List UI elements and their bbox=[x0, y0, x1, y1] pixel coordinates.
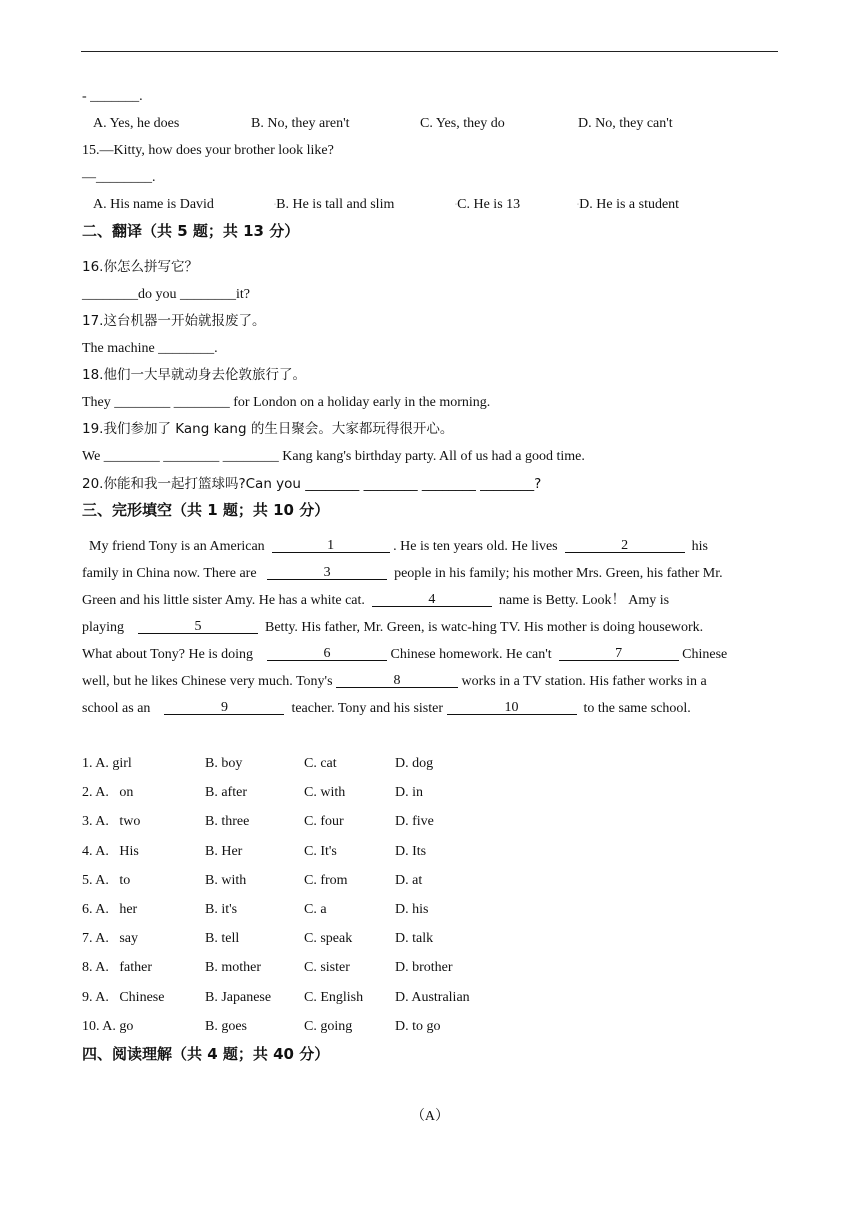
cloze-blank-10: 10 bbox=[447, 700, 577, 715]
choice-1-c: C. cat bbox=[304, 756, 337, 771]
choice-8-c: C. sister bbox=[304, 960, 350, 976]
choice-4-d: D. Its bbox=[395, 843, 427, 859]
section3-heading: 三、完形填空（共 1 题；共 10 分） bbox=[82, 501, 330, 519]
choice-6-b: B. it's bbox=[205, 902, 238, 917]
choice-3-b: B. three bbox=[205, 814, 250, 830]
q15-option-b: ◦B. He is tall and slim bbox=[274, 197, 395, 212]
choice-2-b: B. after bbox=[205, 785, 247, 801]
q20-line: 20.你能和我一起打篮球吗?Can you ________ ________ ________ ________? bbox=[82, 476, 542, 492]
q15-question: 15.—Kitty, how does your brother look like? bbox=[82, 143, 334, 158]
cloze-blank-2: 2 bbox=[565, 538, 685, 553]
section4-heading: 四、阅读理解（共 4 题；共 40 分） bbox=[82, 1045, 330, 1063]
choice-7-a: 7. A. say bbox=[82, 931, 138, 947]
choice-10-d: D. to go bbox=[395, 1018, 441, 1034]
choice-3-a: 3. A. two bbox=[82, 814, 141, 830]
q17-english: The machine ________. bbox=[82, 341, 218, 356]
choice-9-a: 9. A. Chinese bbox=[82, 989, 165, 1005]
choice-7-c: C. speak bbox=[304, 931, 353, 947]
choice-2-c: C. with bbox=[304, 785, 346, 801]
choice-2-a: 2. A. on bbox=[82, 785, 134, 801]
choice-6-c: C. a bbox=[304, 902, 327, 917]
cloze-line-5: What about Tony? He is doing 6 Chinese homework. He can't 7 Chinese bbox=[82, 646, 728, 662]
choice-10-a: 10. A. go bbox=[82, 1018, 134, 1034]
choice-10-b: B. goes bbox=[205, 1018, 247, 1034]
choice-8-a: 8. A. father bbox=[82, 960, 152, 976]
choice-1-a: 1. A. girl bbox=[82, 756, 132, 771]
choice-2-d: D. in bbox=[395, 785, 423, 801]
q17-chinese: 17.这台机器一开始就报废了。 bbox=[82, 313, 266, 329]
choice-7-d: D. talk bbox=[395, 931, 434, 947]
bullet-mark-icon: ◦ bbox=[455, 202, 458, 208]
choice-4-c: C. It's bbox=[304, 843, 337, 859]
choice-5-d: D. at bbox=[395, 872, 423, 888]
choice-3-d: D. five bbox=[395, 814, 434, 830]
q14-answer-line: - _______. bbox=[82, 89, 143, 104]
q18-chinese: 18.他们一大早就动身去伦敦旅行了。 bbox=[82, 367, 306, 383]
choice-4-b: B. Her bbox=[205, 843, 243, 859]
cloze-blank-9: 9 bbox=[164, 700, 284, 715]
cloze-line-3: Green and his little sister Amy. He has a white cat. 4 name is Betty. Look！ Amy is bbox=[82, 592, 670, 608]
choice-9-b: B. Japanese bbox=[205, 989, 272, 1005]
q16-english: ________do you ________it? bbox=[82, 287, 250, 302]
choice-6-d: D. his bbox=[395, 902, 429, 917]
bullet-mark-icon: ◦ bbox=[577, 202, 580, 208]
cloze-line-4: playing 5 Betty. His father, Mr. Green, is watc-hing TV. His mother is doing housework. bbox=[82, 619, 704, 635]
q14-option-c: C. Yes, they do bbox=[420, 116, 505, 131]
cloze-blank-5: 5 bbox=[138, 619, 258, 634]
cloze-blank-7: 7 bbox=[559, 646, 679, 661]
cloze-line-6: well, but he likes Chinese very much. Tony's 8 works in a TV station. His father works in a bbox=[82, 673, 707, 689]
cloze-blank-1: 1 bbox=[272, 538, 390, 553]
choice-4-a: 4. A. His bbox=[82, 843, 139, 859]
cloze-blank-4: 4 bbox=[372, 592, 492, 607]
choice-3-c: C. four bbox=[304, 814, 344, 830]
q18-english: They ________ ________ for London on a holiday early in the morning. bbox=[82, 395, 491, 410]
choice-1-d: D. dog bbox=[395, 756, 434, 771]
choice-10-c: C. going bbox=[304, 1018, 353, 1034]
cloze-line-2: family in China now. There are 3 people in his family; his mother Mrs. Green, his father Mr. bbox=[82, 565, 723, 581]
q14-option-d: D. No, they can't bbox=[578, 116, 673, 131]
q14-option-b: B. No, they aren't bbox=[251, 116, 350, 131]
choice-8-b: B. mother bbox=[205, 960, 261, 976]
choice-5-a: 5. A. to bbox=[82, 872, 131, 888]
q16-chinese: 16.你怎么拼写它？ bbox=[82, 259, 198, 275]
choice-8-d: D. brother bbox=[395, 960, 453, 976]
cloze-line-1: My friend Tony is an American 1 . He is ten years old. He lives 2 his bbox=[82, 538, 708, 554]
choice-6-a: 6. A. her bbox=[82, 902, 138, 917]
q15-option-c: ◦C. He is 13 bbox=[455, 197, 521, 212]
choice-5-b: B. with bbox=[205, 872, 247, 888]
cloze-line-7: school as an 9 teacher. Tony and his sister 10 to the same school. bbox=[82, 700, 691, 716]
cloze-blank-6: 6 bbox=[267, 646, 387, 661]
choice-5-c: C. from bbox=[304, 872, 348, 888]
cloze-blank-8: 8 bbox=[336, 673, 458, 688]
q15-option-a: A. His name is David bbox=[93, 197, 214, 212]
choice-1-b: B. boy bbox=[205, 756, 243, 771]
choice-9-d: D. Australian bbox=[395, 989, 470, 1005]
page-footer: （A） bbox=[410, 1109, 450, 1124]
header-rule bbox=[81, 51, 778, 52]
cloze-blank-3: 3 bbox=[267, 565, 387, 580]
q15-option-d: ◦D. He is a student bbox=[577, 197, 680, 212]
bullet-mark-icon: ◦ bbox=[274, 202, 277, 208]
q19-english: We ________ ________ ________ Kang kang's birthday party. All of us had a good time. bbox=[82, 449, 585, 464]
choice-9-c: C. English bbox=[304, 989, 364, 1005]
section2-heading: 二、翻译（共 5 题；共 13 分） bbox=[82, 222, 300, 240]
choice-7-b: B. tell bbox=[205, 931, 240, 947]
q19-chinese: 19.我们参加了 Kang kang 的生日聚会。大家都玩得很开心。 bbox=[82, 421, 454, 437]
q15-answer-line: —________. bbox=[82, 170, 156, 185]
q14-option-a: A. Yes, he does bbox=[93, 116, 180, 131]
